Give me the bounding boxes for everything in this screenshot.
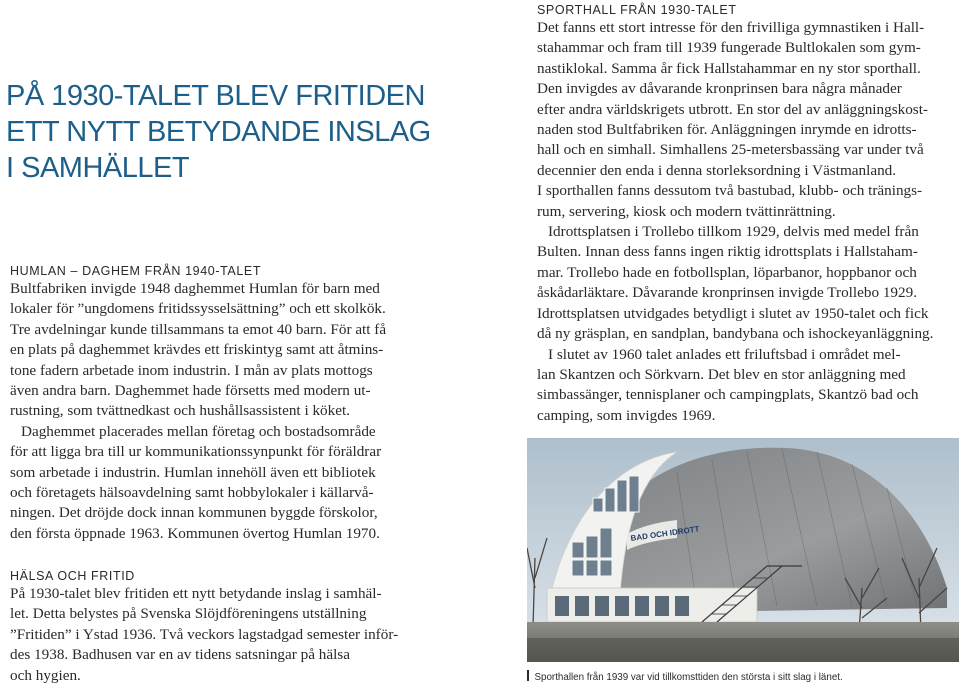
text-line: I slutet av 1960 talet anlades ett friluftsbad i området mel-	[548, 345, 901, 363]
page-title-line: I SAMHÄLLET	[6, 152, 190, 184]
text-line: lokaler för ”ungdomens fritidssysselsättning” och ett skolkök.	[10, 300, 386, 318]
text-line: och företagets hälsoavdelning samt hobbylokaler i källarvå-	[10, 484, 374, 502]
text-line: ningen. Det dröjde dock innan kommunen byggde förskolor,	[10, 504, 378, 522]
caption-marker	[527, 670, 529, 681]
text-line: Bultfabriken invigde 1948 daghemmet Humlan för barn med	[10, 280, 380, 297]
text-line: en plats på daghemmet krävdes ett friskintyg samt att åtmins-	[10, 341, 384, 359]
section-humlan	[10, 263, 480, 544]
section-sporthall	[537, 2, 957, 426]
text-line: Bulten. Innan dess fanns ingen riktig idrottsplats i Hallstaham-	[537, 243, 918, 261]
section-heading-humlan: HUMLAN – DAGHEM FRÅN 1940-TALET	[10, 264, 262, 278]
section-halsa	[10, 568, 480, 686]
text-line: På 1930-talet blev fritiden ett nytt betydande inslag i samhäl-	[10, 585, 382, 602]
text-line: des 1938. Badhusen var en av tidens satsningar på hälsa	[10, 646, 350, 664]
text-line: naden stod Bultfabriken för. Anläggningen inrymde en idrotts-	[537, 121, 917, 139]
section-body-halsa	[10, 584, 480, 686]
text-line: hall och en simhall. Simhallens 25-metersbassäng var under två	[537, 141, 924, 159]
text-line: decennier den enda i denna storleksordning i Västmanland.	[537, 161, 897, 179]
text-line: nastiklokal. Samma år fick Hallstahammar en ny stor sporthall.	[537, 59, 921, 77]
page-title	[6, 78, 476, 186]
text-line: den första öppnade 1963. Kommunen övertog Humlan 1970.	[10, 524, 380, 542]
text-line: ”Fritiden” i Ystad 1936. Två veckors lagstadgad semester inför-	[10, 625, 399, 643]
text-line: Idrottsplatsen utvidgades betydligt i slutet av 1950-talet och fick	[537, 304, 929, 322]
section-body-humlan	[10, 279, 480, 544]
text-line: och hygien.	[10, 666, 81, 684]
photo-caption	[527, 670, 959, 684]
text-line: Tre avdelningar kunde tillsammans ta emot 40 barn. För att få	[10, 320, 387, 338]
text-line: camping, som invigdes 1969.	[537, 406, 716, 424]
text-line: då ny gräsplan, en sandplan, bandybana och ishockeyanläggning.	[537, 325, 934, 343]
sign-text: BAD OCH IDROTT	[630, 524, 700, 543]
text-line: mar. Trollebo hade en fotbollsplan, löparbanor, hoppbanor och	[537, 263, 917, 281]
section-heading-halsa: HÄLSA OCH FRITID	[10, 569, 135, 583]
text-line: lan Skantzen och Sörkvarn. Det blev en stor anläggning med	[537, 365, 906, 383]
photo-caption-text: Sporthallen från 1939 var vid tillkomsttiden den största i sitt slag i länet.	[534, 672, 843, 683]
text-line: för att ligga bra till ur kommunikationssynpunkt för föräldrar	[10, 443, 382, 461]
text-line: Det fanns ett stort intresse för den frivilliga gymnastiken i Hall-	[537, 19, 925, 36]
text-line: Daghemmet placerades mellan företag och bostadsområde	[21, 422, 376, 440]
text-line: I sporthallen fanns dessutom två bastubad, klubb- och tränings-	[537, 182, 923, 200]
sporthall-illustration	[527, 438, 959, 662]
page-title-line: PÅ 1930-TALET BLEV FRITIDEN	[6, 80, 425, 112]
text-line: Idrottsplatsen i Trollebo tillkom 1929, delvis med medel från	[548, 223, 919, 241]
section-body-sporthall	[537, 18, 957, 426]
text-line: även andra barn. Daghemmet hade försetts med modern ut-	[10, 382, 371, 400]
page-title-line: ETT NYTT BETYDANDE INSLAG	[6, 116, 431, 148]
section-heading-sporthall: SPORTHALL FRÅN 1930-TALET	[537, 3, 737, 17]
sporthall-photo	[527, 438, 959, 662]
text-line: rum, servering, kiosk och modern tvättinrättning.	[537, 202, 836, 220]
text-line: stahammar och fram till 1939 fungerade Bultlokalen som gym-	[537, 39, 921, 57]
text-line: tone fadern arbetade inom industrin. I mån av plats mottogs	[10, 361, 373, 379]
text-line: Den invigdes av dåvarande kronprinsen bara några månader	[537, 80, 902, 98]
text-line: let. Detta belystes på Svenska Slöjdföreningens utställning	[10, 605, 367, 623]
text-line: simbassänger, tennisplaner och campingplats, Skantzö bad och	[537, 386, 919, 404]
text-line: åskådarläktare. Dåvarande kronprinsen invigde Trollebo 1929.	[537, 284, 918, 302]
text-line: efter andra världskrigets utbrott. En stor del av anläggningskost-	[537, 100, 928, 118]
text-line: rustning, som tvättnedkast och hushållsassistent i köket.	[10, 402, 350, 420]
text-line: som arbetade i industrin. Humlan innehöll även ett bibliotek	[10, 463, 376, 481]
